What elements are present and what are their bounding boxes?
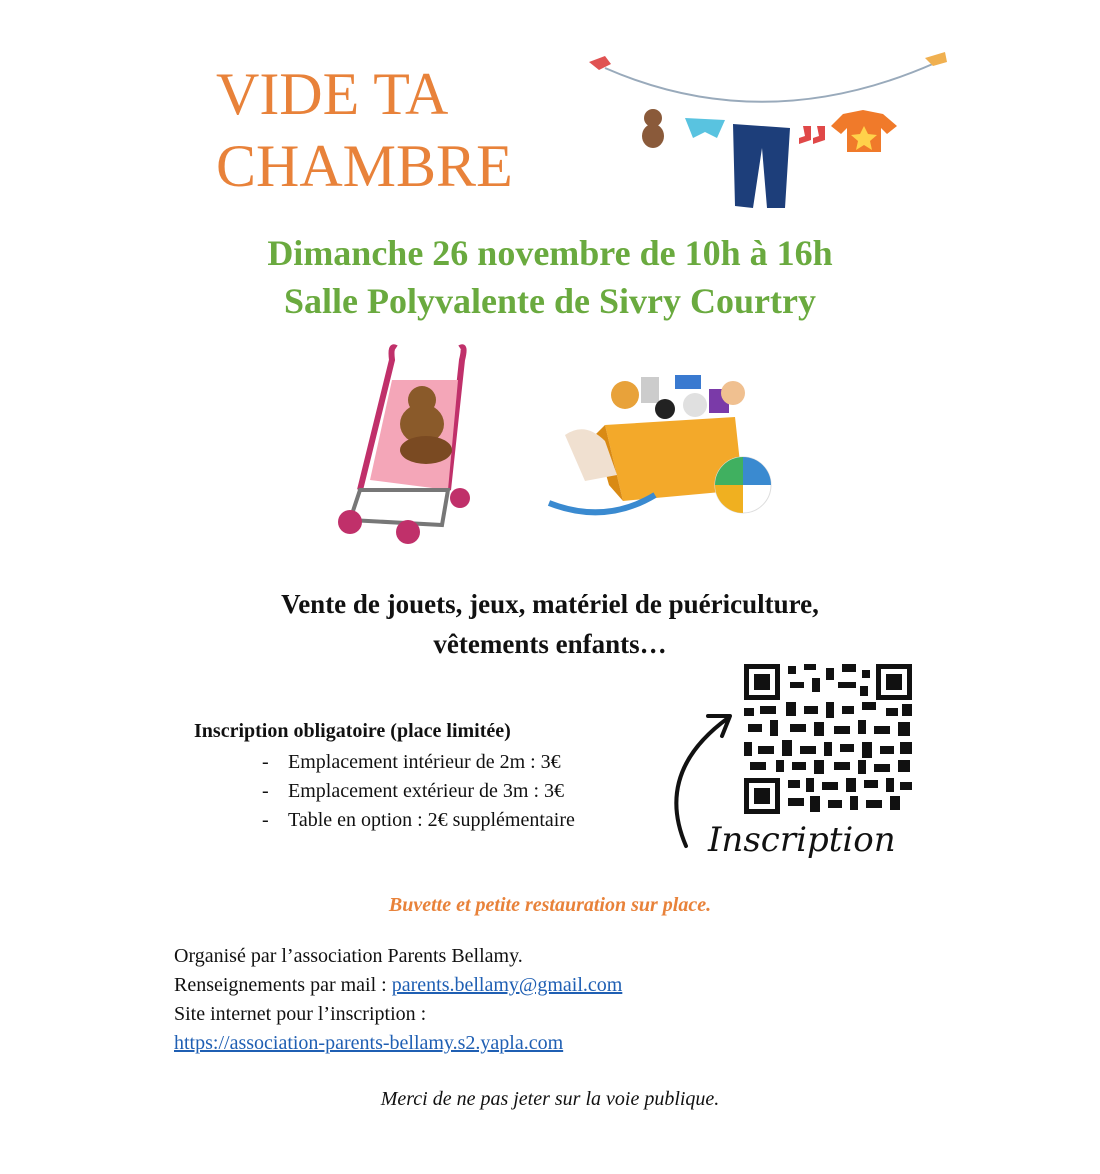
qr-caption: Inscription <box>708 820 896 860</box>
email-link[interactable]: parents.bellamy@gmail.com <box>391 974 623 996</box>
organiser-text: Organisé par l’association Parents Bellamy. <box>174 945 523 967</box>
toy-box-illustration <box>545 365 785 525</box>
site-label: Site internet pour l’inscription : <box>174 1003 427 1025</box>
inscription-item: - Emplacement intérieur de 2m : 3€ <box>262 748 575 777</box>
poster-title <box>216 58 596 202</box>
event-date: Dimanche 26 novembre de 10h à 16h <box>267 233 833 273</box>
clothesline-illustration <box>585 48 955 218</box>
contact-block <box>174 942 622 1058</box>
title-line-2: CHAMBRE <box>216 133 513 199</box>
buvette-note: Buvette et petite restauration sur place. <box>388 894 712 916</box>
inscription-heading: Inscription obligatoire (place limitée) <box>194 720 511 742</box>
title-line-1: VIDE TA <box>216 61 449 127</box>
inscription-item: - Emplacement extérieur de 3m : 3€ <box>262 777 575 806</box>
event-place: Salle Polyvalente de Sivry Courtry <box>284 281 816 321</box>
qr-code[interactable] <box>742 662 914 816</box>
inscription-list <box>262 748 575 835</box>
footer-note: Merci de ne pas jeter sur la voie publique. <box>380 1088 720 1110</box>
website-link[interactable]: https://association-parents-bellamy.s2.yapla.com <box>174 1032 564 1054</box>
inscription-item: - Table en option : 2€ supplémentaire <box>262 806 575 835</box>
sale-description-line-1: Vente de jouets, jeux, matériel de puériculture, <box>281 589 819 619</box>
stroller-teddy-illustration <box>330 340 480 550</box>
sale-description-line-2: vêtements enfants… <box>433 629 667 659</box>
mail-line <box>174 971 622 1000</box>
mail-label: Renseignements par mail : <box>174 974 392 996</box>
